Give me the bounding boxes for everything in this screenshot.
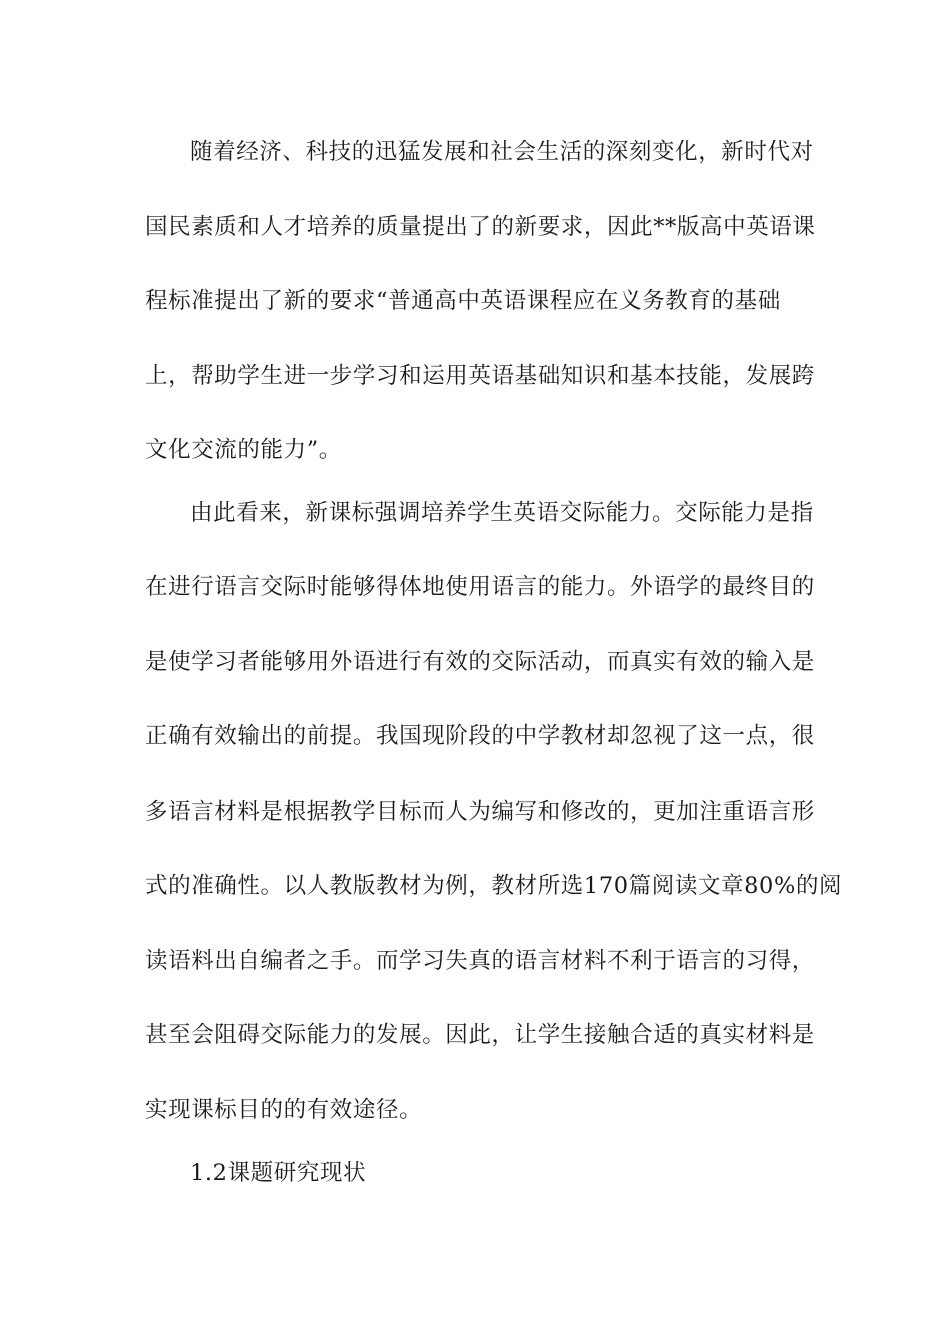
paragraph-1-line-5: 文化交流的能力”。 [145, 437, 342, 463]
paragraph-2-line-8: 甚至会阻碍交际能力的发展。因此，让学生接触合适的真实材料是 [145, 1022, 815, 1048]
paragraph-1-line-3: 程标准提出了新的要求“普通高中英语课程应在义务教育的基础 [145, 288, 781, 314]
paragraph-2-line-7: 读语料出自编者之手。而学习失真的语言材料不利于语言的习得， [145, 948, 815, 974]
paragraph-1-line-2: 国民素质和人才培养的质量提出了的新要求，因此**版高中英语课 [145, 214, 816, 240]
paragraph-2-line-9: 实现课标目的的有效途径。 [145, 1097, 423, 1123]
paragraph-2-line-2: 在进行语言交际时能够得体地使用语言的能力。外语学的最终目的 [145, 574, 815, 600]
paragraph-1-line-4: 上，帮助学生进一步学习和运用英语基础知识和基本技能，发展跨 [145, 363, 815, 389]
paragraph-2-line-6: 式的准确性。以人教版教材为例，教材所选170篇阅读文章80%的阅 [145, 873, 843, 899]
paragraph-2-line-4: 正确有效输出的前提。我国现阶段的中学教材却忽视了这一点，很 [145, 723, 815, 749]
paragraph-1-line-1: 随着经济、科技的迅猛发展和社会生活的深刻变化，新时代对 [190, 139, 814, 165]
paragraph-2-line-5: 多语言材料是根据教学目标而人为编写和修改的，更加注重语言形 [145, 799, 815, 825]
section-heading: 1.2课题研究现状 [190, 1160, 367, 1186]
paragraph-2-line-3: 是使学习者能够用外语进行有效的交际活动，而真实有效的输入是 [145, 649, 815, 675]
paragraph-2-line-1: 由此看来，新课标强调培养学生英语交际能力。交际能力是指 [190, 500, 814, 526]
